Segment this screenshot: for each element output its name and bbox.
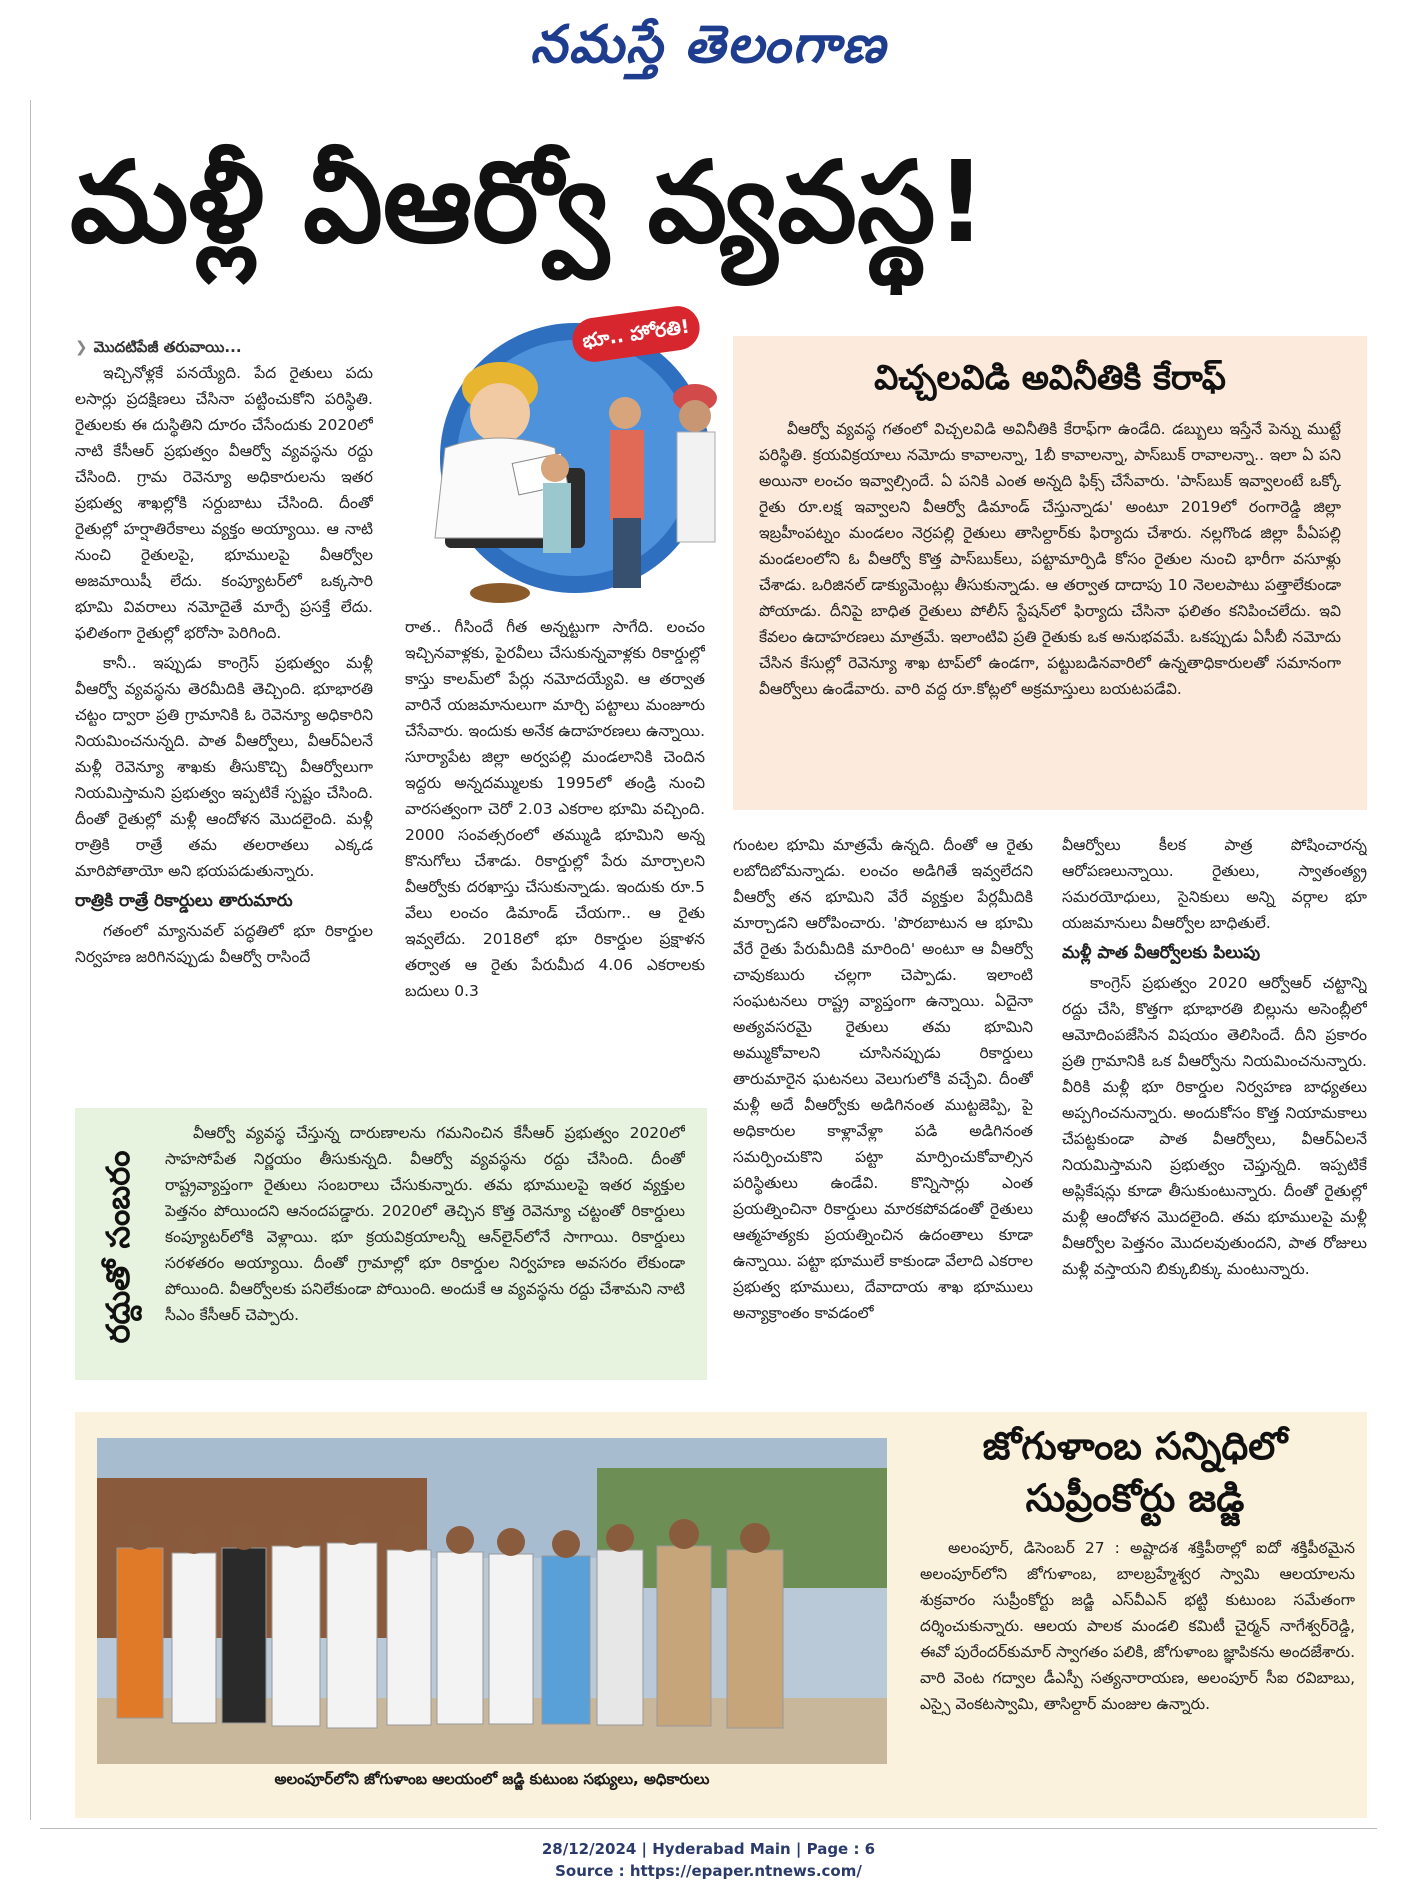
paragraph: గతంలో మ్యానువల్ పద్ధతిలో భూ రికార్డుల నిర్వహణ జరిగినప్పుడు వీఆర్వో రాసిందే [75, 922, 373, 966]
article-column-2 [405, 614, 705, 1086]
subheading: మళ్లీ పాత వీఆర్వోలకు పిలుపు [1062, 943, 1261, 963]
paragraph: కాంగ్రెస్ ప్రభుత్వం 2020 ఆర్వోఆర్ చట్టాన్ని రద్దు చేసి, కొత్తగా భూభారతి బిల్లును అసెంబ్లీలో ఆమోదింపజేసిన విషయం తెలిసిందే. దీని ప్రకారం ప్రతి గ్రామానికి ఒక వీఆర్వోను నియమించనున్నారు. వీరికి మళ్లీ భూ రికార్డుల నిర్వహణ బాధ్యతలు అప్పగించనున్నారు. అందుకోసం కొత్త నియామకాలు చేపట్టకుండా పాత వీఆర్వోలు, వీఆర్ఏలనే నియమిస్తామని ప్రభుత్వం చెప్తున్నది. ఇప్పటికే అప్లికేషన్లు కూడా తీసుకుంటున్నారు. దీంతో రైతుల్లో మళ్లీ ఆందోళన మొదలైంది. తమ భూములపై మళ్లీ వీఆర్వోల పెత్తనం మొదలవుతుందని, పాత రోజులు మళ్లీ వస్తాయని బిక్కుబిక్కు మంటున్నారు. [1062, 974, 1367, 1278]
bhu-harathi-badge: భూ.. హోరతి! [570, 303, 703, 364]
paragraph: వీఆర్వో వ్యవస్థ చేస్తున్న దారుణాలను గమనించిన కేసీఆర్ ప్రభుత్వం 2020లో సాహసోపేత నిర్ణయం తీసుకున్నది. వీఆర్వో వ్యవస్థను రద్దు చేసింది. దీంతో రాష్ట్రవ్యాప్తంగా రైతులు సంబరాలు చేసుకున్నారు. తమ భూములపై ఇతర వ్యక్తుల పెత్తనం పోయిందని ఆనందపడ్డారు. 2020లో తెచ్చిన కొత్త రెవెన్యూ చట్టంతో రికార్డులు కంప్యూటర్‌లోకి వెళ్లాయి. భూ క్రయవిక్రయాలన్నీ ఆన్‌లైన్‌లోనే సాగాయి. రికార్డులు సరళతరం అయ్యాయి. దీంతో గ్రామాల్లో భూ రికార్డుల నిర్వహణ అవసరం లేకుండా పోయింది. వీఆర్వోలకు పనిలేకుండా పోయింది. అందుకే ఆ వ్యవస్థను రద్దు చేశామని నాటి సీఎం కేసీఆర్ చెప్పారు. [165, 1124, 685, 1324]
paragraph: గుంటల భూమి మాత్రమే ఉన్నది. దీంతో ఆ రైతు లబోదిబోమన్నాడు. లంచం అడిగితే ఇవ్వలేదని వీఆర్వో తన భూమిని వేరే వ్యక్తుల పేర్లమీదికి మార్చాడని ఆరోపించారు. 'పొరబాటున ఆ భూమి వేరే రైతు పేరుమీదికి మారింది' అంటూ ఆ వీఆర్వో చావుకబురు చల్లగా చెప్పాడు. ఇలాంటి సంఘటనలు రాష్ట్ర వ్యాప్తంగా ఉన్నాయి. ఏదైనా అత్యవసరమై రైతులు తమ భూమిని అమ్ముకోవాలని చూసినప్పుడు రికార్డులు తారుమారైన ఘటనలు వెలుగులోకి వచ్చేవి. దీంతో మళ్లీ అదే వీఆర్వోకు అడిగినంత ముట్టజెప్పి, పై అధికారుల కాళ్లావేళ్లా పడి అడిగినంత సమర్పించుకొని పట్టా మార్పించుకోవాల్సిన పరిస్థితులు ఉండేవి. కొన్నిసార్లు ఎంత ప్రయత్నించినా రికార్డులు మారకపోవడంతో రైతులు ఆత్మహత్యకు ప్రయత్నించిన ఉదంతాలు కూడా ఉన్నాయి. పట్టా భూములే కాకుండా వేలాది ఎకరాల ప్రభుత్వ భూములు, దేవాదాయ శాఖ భూములు అన్యాక్రాంతం కావడంలో [733, 836, 1033, 1322]
subheading: రాత్రికి రాత్రే రికార్డులు తారుమారు [75, 891, 293, 911]
masthead-title: నమస్తే తెలంగాణ [530, 14, 887, 75]
photo-caption: అలంపూర్‌లోని జోగుళాంబ ఆలయంలో జడ్జి కుటుంబ సభ్యులు, అధికారులు [274, 1770, 710, 1788]
sidebar-body [733, 416, 1367, 706]
main-headline: మళ్లీ వీఆర్వో వ్యవస్థ! [70, 138, 987, 268]
right-page-strip [1395, 100, 1417, 1820]
paragraph: ఇచ్చినోళ్లకే పనయ్యేది. పేద రైతులు పదు లసార్లు ప్రదక్షిణలు చేసినా పట్టించుకోని పరిస్థితి. రైతులకు ఈ దుస్థితిని దూరం చేసేందుకు 2020లో నాటి కేసీఆర్ ప్రభుత్వం వీఆర్వో వ్యవస్థను రద్దు చేసింది. గ్రామ రెవెన్యూ అధికారులను ఇతర ప్రభుత్వ శాఖల్లోకి సర్దుబాటు చేసింది. దీంతో రైతుల్లో హర్షాతిరేకాలు వ్యక్తం అయ్యాయి. ఆ నాటి నుంచి రైతులపై, భూములపై వీఆర్వోల అజమాయిషీ లేదు. కంప్యూటర్‌లో ఒక్కసారి భూమి వివరాలు నమోదైతే మార్పే ప్రసక్తే లేదు. ఫలితంగా రైతుల్లో భరోసా పెరిగింది. [75, 364, 373, 642]
continued-label [75, 334, 373, 360]
corruption-sidebar-box [733, 336, 1367, 810]
paragraph: వీఆర్వోలు కీలక పాత్ర పోషించారన్న ఆరోపణలున్నాయి. రైతులు, స్వాతంత్య్ర సమరయోధులు, సైనికులు అన్ని వర్గాల భూ యజమానులు వీఆర్వోల బాధితులే. [1062, 836, 1367, 932]
paragraph: రాత.. గీసిందే గీత అన్నట్టుగా సాగేది. లంచం ఇచ్చినవాళ్లకు, పైరవీలు చేసుకున్నవాళ్లకు రికార్డుల్లో కాస్తు కాలమ్‌లో పేర్లు నమోదయ్యేవి. ఆ తర్వాత వారినే యజమానులుగా మార్చి పట్టాలు మంజూరు చేసేవారు. ఇందుకు అనేక ఉదాహరణలు ఉన్నాయి. సూర్యాపేట జిల్లా అర్వపల్లి మండలానికి చెందిన ఇద్దరు అన్నదమ్ములకు 1995లో తండ్రి నుంచి వారసత్వంగా చెరో 2.03 ఎకరాల భూమి వచ్చింది. 2000 సంవత్సరంలో తమ్ముడి భూమిని అన్న కొనుగోలు చేశాడు. రికార్డుల్లో పేరు మార్చాలని వీఆర్వోకు దరఖాస్తు చేసుకున్నాడు. ఇందుకు రూ.5 వేలు లంచం డిమాండ్ చేయగా.. ఆ రైతు ఇవ్వలేదు. 2018లో భూ రికార్డుల ప్రక్షాళన తర్వాత ఆ రైతు పేరుమీద 4.06 ఎకరాలకు బదులు 0.3 [405, 618, 705, 1000]
judge-visit-body [920, 1535, 1355, 1805]
vertical-title [92, 1124, 152, 1364]
paragraph: అలంపూర్, డిసెంబర్ 27 : అష్టాదశ శక్తిపీఠాల్లో ఐదో శక్తిపీఠమైన అలంపూర్‌లోని జోగుళాంబ, బాలబ్రహ్మేశ్వర స్వామి ఆలయాలను శుక్రవారం సుప్రీంకోర్టు జడ్జి ఎస్‌వీఎన్ భట్టి కుటుంబ సమేతంగా దర్శించుకున్నారు. ఆలయ పాలక మండలి కమిటీ చైర్మన్ నాగేశ్వర్‌రెడ్డి, ఈవో పురేందర్‌కుమార్ స్వాగతం పలికి, జోగుళాంబ జ్ఞాపికను అందజేశారు. వారి వెంట గద్వాల డీఎస్పీ సత్యనారాయణ, అలంపూర్ సీఐ రవిబాబు, ఎస్సై వెంకటస్వామి, తాసిల్దార్ మంజుల ఉన్నారు. [920, 1539, 1355, 1713]
footer-date-edition: 28/12/2024 | Hyderabad Main | Page : 6 [541, 1840, 876, 1858]
illustration [405, 318, 735, 618]
green-box-body [165, 1120, 685, 1332]
continued-text: మొదటిపేజీ తరువాయి... [93, 338, 242, 356]
news-photo [97, 1438, 887, 1764]
chevron-right-icon: ❯ [75, 338, 88, 356]
footer-divider [40, 1828, 1377, 1829]
paragraph: కానీ.. ఇప్పుడు కాంగ్రెస్ ప్రభుత్వం మళ్లీ వీఆర్వో వ్యవస్థను తెరమీదికి తెచ్చింది. భూభారతి చట్టం ద్వారా ప్రతి గ్రామానికి ఓ రెవెన్యూ అధికారిని నియమించనున్నది. పాత వీఆర్వోలు, వీఆర్‌ఏలనే మళ్లీ రెవెన్యూ శాఖకు తీసుకొచ్చి వీఆర్వోలుగా నియమిస్తామని ప్రభుత్వం ఇప్పటికే స్పష్టం చేసింది. దీంతో రైతుల్లో మళ్లీ ఆందోళన మొదలైంది. మళ్లీ రాత్రికి రాత్రే తమ తలరాతలు ఎక్కడ మారిపోతాయో అని భయపడుతున్నారు. [75, 654, 373, 880]
abolition-sidebar-box [75, 1108, 707, 1380]
page-footer [0, 1838, 1417, 1882]
vertical-title-text: రద్దుతో సంబరం [99, 1150, 137, 1344]
sidebar-title: విచ్చలవిడి అవినీతికి కేరాఫ్ [874, 358, 1226, 398]
left-page-strip [0, 100, 31, 1820]
farmer-officer-illustration [405, 318, 735, 618]
masthead [0, 0, 1417, 90]
article-column-4 [1062, 832, 1367, 1388]
article-column-1 [75, 334, 373, 1086]
judge-visit-title: జోగుళాంబ సన్నిధిలో సుప్రీంకోర్టు జడ్జి [982, 1424, 1288, 1520]
article-column-3 [733, 832, 1033, 1388]
temple-group-photo [97, 1438, 887, 1764]
footer-source: Source : https://epaper.ntnews.com/ [555, 1862, 862, 1880]
paragraph: వీఆర్వో వ్యవస్థ గతంలో విచ్చలవిడి అవినీతికి కేరాఫ్‌గా ఉండేది. డబ్బులు ఇస్తేనే పెన్ను ముట్టే పరిస్థితి. క్రయవిక్రయాలు నమోదు కావాలన్నా, 1బీ కావాలన్నా, పాస్‌బుక్ రావాలన్నా.. ఇలా ఏ పని అయినా లంచం ఇవ్వాల్సిందే. ఏ పనికి ఎంత అన్నది ఫిక్స్ చేసేవారు. 'పాస్‌బుక్ ఇవ్వాలంటే ఒక్కో రైతు రూ.లక్ష ఇవ్వాలని వీఆర్వో డిమాండ్ చేస్తున్నాడు' అంటూ 2019లో రంగారెడ్డి జిల్లా ఇబ్రహీంపట్నం మండలం నెర్రపల్లి రైతులు తాసిల్దార్‌కు ఫిర్యాదు చేశారు. నల్లగొండ జిల్లా పీఏపల్లి మండలంలోని ఓ వీఆర్వో కొత్త పాస్‌బుక్‌లు, పట్టామార్పిడి కోసం రైతుల నుంచి భారీగా వసూళ్లు చేశాడు. ఒరిజినల్ డాక్యుమెంట్లు తీసుకున్నాడు. ఆ తర్వాత దాదాపు 10 నెలలపాటు పత్తాలేకుండా పోయాడు. దీనిపై బాధిత రైతులు పోలీస్ స్టేషన్‌లో ఫిర్యాదు చేసినా ఫలితం కనిపించలేదు. ఇవి కేవలం ఉదాహరణలు మాత్రమే. ఇలాంటివి ప్రతి రైతుకు ఒక అనుభవమే. ఒకప్పుడు ఏసీబీ నమోదు చేసిన కేసుల్లో రెవెన్యూ శాఖ టాప్‌లో ఉండగా, పట్టుబడినవారిలో ఉన్నతాధికారులతో సమానంగా వీఆర్వోలు ఉండేవారు. వారి వద్ద రూ.కోట్లలో అక్రమాస్తులు బయటపడేవి. [759, 420, 1341, 698]
